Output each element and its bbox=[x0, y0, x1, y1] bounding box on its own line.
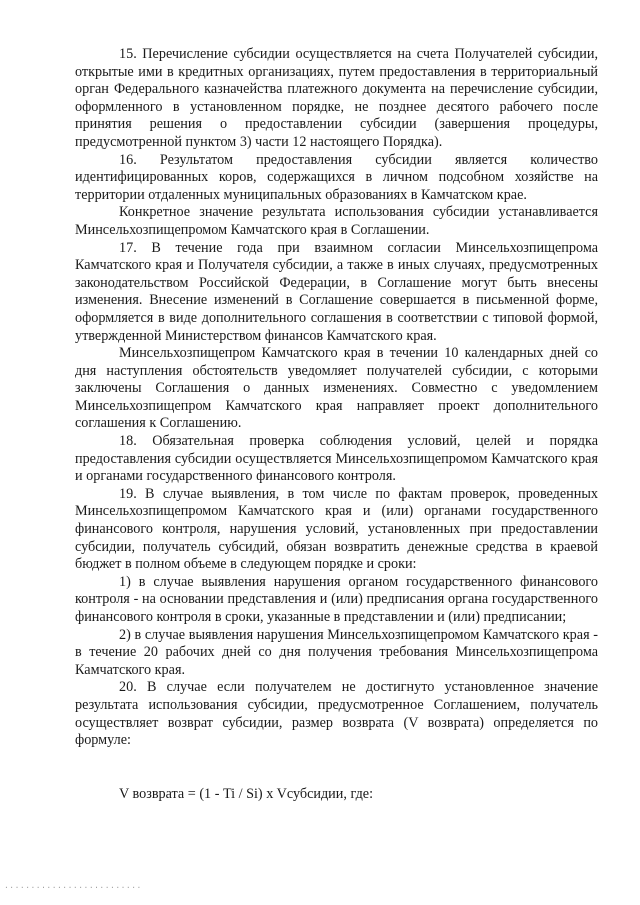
refund-formula: V возврата = (1 - Ti / Si) x Vсубсидии, где: bbox=[119, 785, 374, 802]
paragraph-17-notice: Минсельхозпищепром Камчатского края в течении 10 календарных дней со дня наступления обстоятельств уведомляет получателей субсидии, с которыми заключены Соглашения о данных изменениях. Совместно с уведомлением Минсельхозпищепром Камчатского края направляет проект дополнительного соглашения к Соглашению. bbox=[75, 345, 598, 432]
paragraph-19: 19. В случае выявления, в том числе по фактам проверок, проведенных Минсельхозпищепромом Камчатского края и (или) органами государственного финансового контроля, нарушения условий, установленных при предоставлении субсидии, получатель субсидий, обязан возвратить денежные средства в краевой бюджет в полном объеме в следующем порядке и сроки: bbox=[75, 485, 598, 573]
paragraph-17: 17. В течение года при взаимном согласии Минсельхозпищепрома Камчатского края и Получателя субсидии, а также в иных случаях, предусмотренных законодательством Российской Федерации, в Соглашение могут быть внесены изменения. Внесение изменений в Соглашение совершается в письменной форме, оформляется в виде дополнительного соглашения в соответствии с типовой формой, утвержденной Министерством финансов Камчатского края. bbox=[75, 239, 598, 344]
paragraph-15: 15. Перечисление субсидии осуществляется на счета Получателей субсидии, открытые ими в кредитных организациях, путем предоставления в территориальный орган Федерального казначейства платежного документа на перечисление субсидии, оформленного в установленном порядке, не позднее десятого рабочего после принятия решения о предоставлении субсидии (завершения процедуры, предусмотренной пунктом 3) части 12 настоящего Порядка). bbox=[75, 46, 598, 150]
paragraph-18: 18. Обязательная проверка соблюдения условий, целей и порядка предоставления субсидии осуществляется Минсельхозпищепромом Камчатского края и органами государственного финансового контроля. bbox=[75, 433, 598, 485]
paragraph-19-item-2: 2) в случае выявления нарушения Минсельхозпищепромом Камчатского края - в течение 20 рабочих дней со дня получения требования Минсельхозпищепрома Камчатского края. bbox=[75, 626, 598, 678]
scan-footer-mark: .......................... bbox=[4, 882, 142, 891]
paragraph-20: 20. В случае если получателем не достигнуто установленное значение результата использования субсидии, предусмотренное Соглашением, получатель осуществляет возврат субсидии, размер возврата (V возврата) определяется по формуле: bbox=[75, 679, 598, 749]
paragraph-19-item-1: 1) в случае выявления нарушения органом государственного финансового контроля - на основании представления и (или) предписания органа государственного финансового контроля в сроки, указанные в представлении и (или) предписании; bbox=[75, 573, 598, 625]
paragraph-16-result: Конкретное значение результата использования субсидии устанавливается Минсельхозпищепромом Камчатского края в Соглашении. bbox=[75, 204, 598, 238]
paragraph-16: 16. Результатом предоставления субсидии является количество идентифицированных коров, содержащихся в личном подсобном хозяйстве на территории отдаленных муниципальных образованиях в Камчатском крае. bbox=[75, 151, 598, 203]
